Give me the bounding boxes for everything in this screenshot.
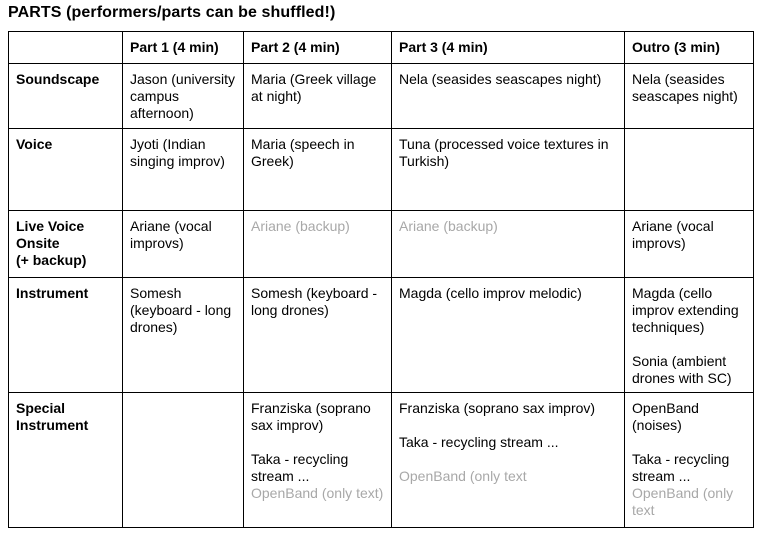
- cell-spacer: [632, 434, 747, 451]
- cell-entry: Taka - recycling stream ...: [632, 451, 730, 484]
- cell-entry: Franziska (soprano sax improv): [399, 400, 596, 416]
- cell-live-voice-part1: Ariane (vocal improvs): [123, 211, 244, 278]
- cell-special-outro: [625, 393, 754, 528]
- cell-entry: Sonia (ambient drones with SC): [632, 353, 732, 386]
- row-label-special-instrument: [9, 393, 123, 528]
- row-label-voice: Voice: [9, 129, 123, 211]
- row-label-line: Special: [16, 400, 66, 416]
- table-row-special-instrument: [9, 393, 754, 528]
- cell-spacer: [251, 434, 385, 451]
- cell-entry: Magda (cello improv extending techniques): [632, 285, 739, 335]
- header-outro: Outro (3 min): [625, 32, 754, 64]
- cell-live-voice-outro: Ariane (vocal improvs): [625, 211, 754, 278]
- header-part2: Part 2 (4 min): [244, 32, 392, 64]
- header-part1: Part 1 (4 min): [123, 32, 244, 64]
- table-row-instrument: [9, 278, 754, 393]
- cell-soundscape-part2: Maria (Greek village at night): [244, 64, 392, 129]
- cell-spacer: [399, 451, 618, 468]
- table-row-voice: [9, 129, 754, 211]
- cell-entry: Taka - recycling stream ...: [399, 434, 559, 450]
- cell-special-part2: [244, 393, 392, 528]
- cell-soundscape-outro: Nela (seasides seascapes night): [625, 64, 754, 129]
- cell-soundscape-part1: Jason (university campus afternoon): [123, 64, 244, 129]
- cell-voice-part3: Tuna (processed voice textures in Turkish): [392, 129, 625, 211]
- row-label-line: Onsite: [16, 235, 60, 251]
- row-label-line: (+ backup): [16, 252, 87, 268]
- cell-entry-muted: OpenBand (only text): [251, 485, 384, 501]
- cell-entry-muted: OpenBand (only text: [399, 468, 527, 484]
- header-corner-cell: [9, 32, 123, 64]
- cell-special-part3: [392, 393, 625, 528]
- cell-entry-muted: OpenBand (only text: [632, 485, 734, 518]
- table-row-soundscape: [9, 64, 754, 129]
- cell-spacer: [399, 417, 618, 434]
- table-header-row: [9, 32, 754, 64]
- cell-entry: Franziska (soprano sax improv): [251, 400, 371, 433]
- cell-special-part1: [123, 393, 244, 528]
- cell-instrument-part2: Somesh (keyboard - long drones): [244, 278, 392, 393]
- cell-voice-outro: [625, 129, 754, 211]
- cell-spacer: [632, 336, 747, 353]
- cell-entry: OpenBand (noises): [632, 400, 699, 433]
- cell-soundscape-part3: Nela (seasides seascapes night): [392, 64, 625, 129]
- cell-instrument-part3: Magda (cello improv melodic): [392, 278, 625, 393]
- row-label-line: Instrument: [16, 417, 89, 433]
- page-title: PARTS (performers/parts can be shuffled!): [8, 4, 336, 21]
- cell-voice-part2: Maria (speech in Greek): [244, 129, 392, 211]
- table-row-live-voice: [9, 211, 754, 278]
- parts-table: [8, 31, 754, 528]
- row-label-soundscape: Soundscape: [9, 64, 123, 129]
- header-part3: Part 3 (4 min): [392, 32, 625, 64]
- cell-live-voice-part2: Ariane (backup): [244, 211, 392, 278]
- row-label-live-voice: [9, 211, 123, 278]
- cell-instrument-part1: Somesh (keyboard - long drones): [123, 278, 244, 393]
- cell-live-voice-part3: Ariane (backup): [392, 211, 625, 278]
- row-label-line: Live Voice: [16, 218, 85, 234]
- cell-instrument-outro: [625, 278, 754, 393]
- cell-voice-part1: Jyoti (Indian singing improv): [123, 129, 244, 211]
- row-label-instrument: Instrument: [9, 278, 123, 393]
- cell-entry: Taka - recycling stream ...: [251, 451, 349, 484]
